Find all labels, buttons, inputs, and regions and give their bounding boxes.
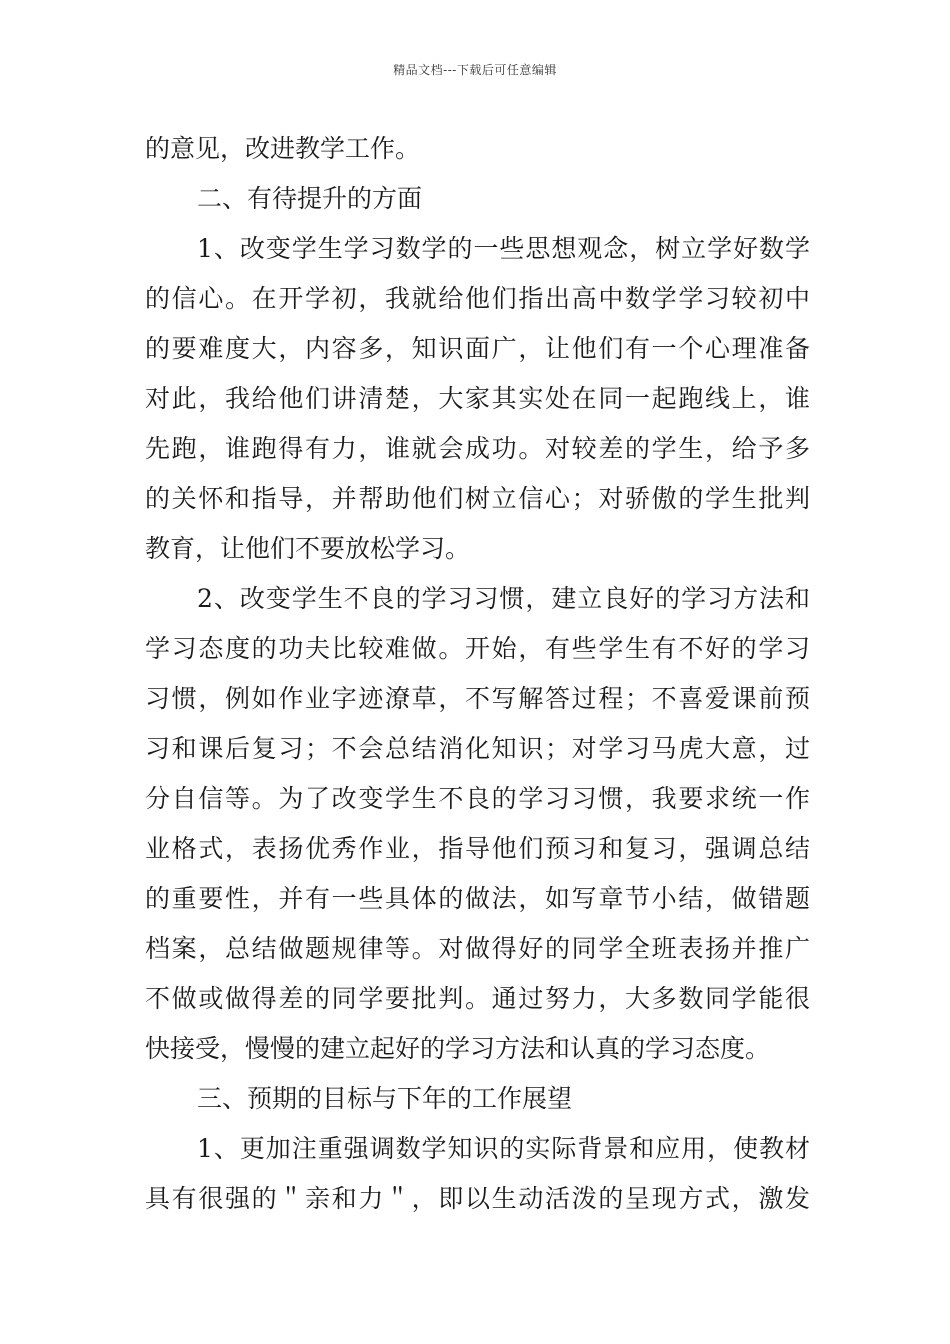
text-line: 不做或做得差的同学要批判。通过努力，大多数同学能很	[145, 984, 810, 1013]
text-line: 三、预期的目标与下年的工作展望	[197, 1084, 573, 1113]
text-line: 习惯，例如作业字迹潦草，不写解答过程；不喜爱课前预	[145, 684, 810, 713]
text-line: 学习态度的功夫比较难做。开始，有些学生有不好的学习	[145, 634, 810, 663]
text-line: 1、更加注重强调数学知识的实际背景和应用，使教材	[197, 1134, 810, 1163]
page-header: 精品文档---下载后可任意编辑	[393, 63, 557, 77]
text-line: 先跑，谁跑得有力，谁就会成功。对较差的学生，给予多	[145, 434, 810, 463]
text-line: 的重要性，并有一些具体的做法，如写章节小结，做错题	[145, 884, 810, 913]
text-line: 具有很强的＂亲和力＂，即以生动活泼的呈现方式，激发	[145, 1184, 810, 1213]
text-line: 习和课后复习；不会总结消化知识；对学习马虎大意，过	[145, 734, 810, 763]
text-line: 教育，让他们不要放松学习。	[145, 534, 471, 563]
document-body	[145, 124, 810, 1224]
text-line: 档案，总结做题规律等。对做得好的同学全班表扬并推广	[145, 934, 810, 963]
text-line: 快接受，慢慢的建立起好的学习方法和认真的学习态度。	[145, 1034, 771, 1063]
text-line: 的信心。在开学初，我就给他们指出高中数学学习较初中	[145, 284, 810, 313]
text-line: 分自信等。为了改变学生不良的学习习惯，我要求统一作	[145, 784, 810, 813]
text-line: 1、改变学生学习数学的一些思想观念，树立学好数学	[197, 234, 810, 263]
text-line: 业格式，表扬优秀作业，指导他们预习和复习，强调总结	[145, 834, 810, 863]
text-line: 对此，我给他们讲清楚，大家其实处在同一起跑线上，谁	[145, 384, 810, 413]
text-line: 的要难度大，内容多，知识面广，让他们有一个心理准备	[145, 334, 810, 363]
text-line: 的意见，改进教学工作。	[145, 134, 421, 163]
text-line: 二、有待提升的方面	[197, 184, 423, 213]
text-line: 2、改变学生不良的学习习惯，建立良好的学习方法和	[197, 584, 810, 613]
text-line: 的关怀和指导，并帮助他们树立信心；对骄傲的学生批判	[145, 484, 810, 513]
